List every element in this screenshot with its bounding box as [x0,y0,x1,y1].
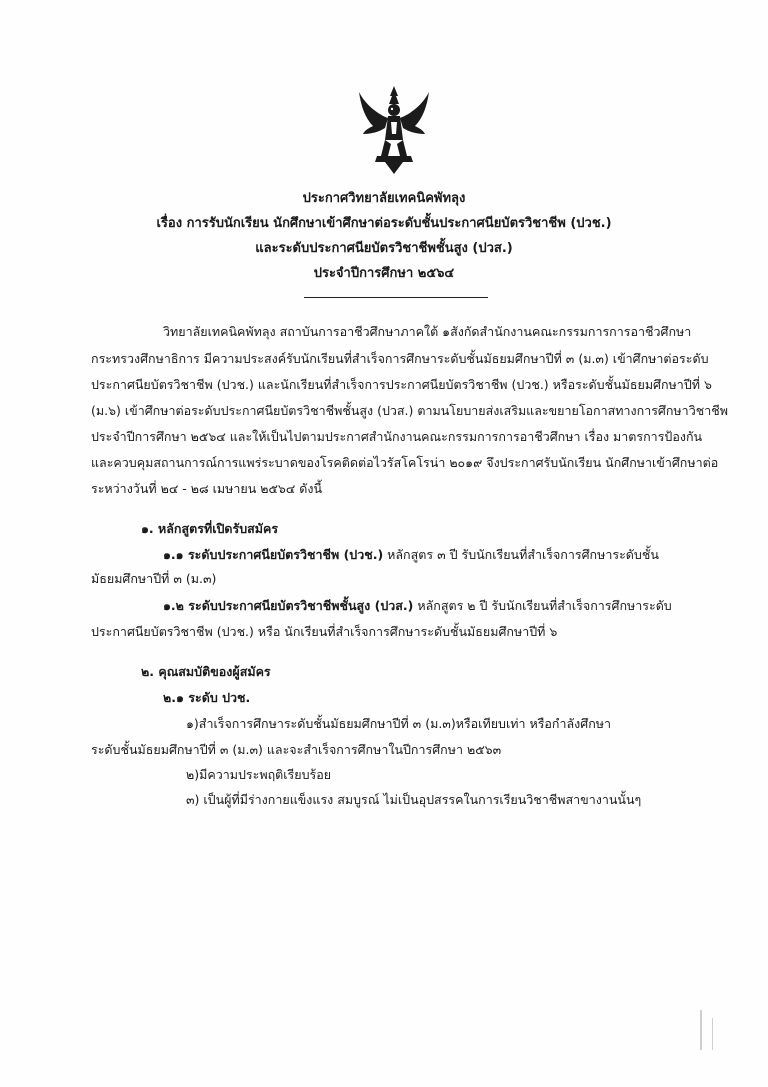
subject-line-1: เรื่อง การรับนักเรียน นักศึกษาเข้าศึกษาต่อระดับชั้นประกาศนียบัตรวิชาชีพ (ปวช.) [156,216,612,231]
requirement-1-cont: ระดับชั้นมัธยมศึกษาปีที่ ๓ (ม.๓) และจะสำเร็จการศึกษาในปีการศึกษา ๒๕๖๓ [91,742,502,757]
item-2-description: หลักสูตร ๒ ปี รับนักเรียนที่สำเร็จการศึกษาระดับ [413,598,672,613]
subject-line-2: และระดับประกาศนียบัตรวิชาชีพชั้นสูง (ปวส.) [255,241,513,256]
garuda-emblem-icon [355,84,433,176]
item-1-description: หลักสูตร ๓ ปี รับนักเรียนที่สำเร็จการศึกษาระดับชั้น [383,547,659,562]
requirement-1: ๑)สำเร็จการศึกษาระดับชั้นมัธยมศึกษาปีที่ ๓ (ม.๓)หรือเทียบเท่า หรือกำลังศึกษา [186,716,612,731]
section-1-item-1-cont: มัธยมศึกษาปีที่ ๓ (ม.๓) [91,571,217,586]
section-1-item-2-cont: ประกาศนียบัตรวิชาชีพ (ปวช.) หรือ นักเรียนที่สำเร็จการศึกษาระดับชั้นมัธยมศึกษาปีที่ ๖ [91,624,558,639]
intro-line-1: วิทยาลัยเทคนิคพัทลุง สถาบันการอาชีวศึกษาภาคใต้ ๑สังกัดสำนักงานคณะกรรมการการอาชีวศึกษา [163,324,692,339]
intro-line-5: ประจำปีการศึกษา ๒๕๖๔ และให้เป็นไปตามประกาศสำนักงานคณะกรรมการการอาชีวศึกษา เรื่อง มาตรการป้องกัน [91,429,703,444]
requirement-3: ๓) เป็นผู้ที่มีร่างกายแข็งแรง สมบูรณ์ ไม่เป็นอุปสรรคในการเรียนวิชาชีพสาขางานนั้นๆ [186,792,642,807]
title-divider [304,297,488,298]
intro-line-3: ประกาศนียบัตรวิชาชีพ (ปวช.) และนักเรียนที่สำเร็จการประกาศนียบัตรวิชาชีพ (ปวช.) หรือระดับชั้นมัธยมศึกษาปีที่ ๖ [91,377,712,392]
intro-line-7: ระหว่างวันที่ ๒๔ - ๒๘ เมษายน ๒๕๖๔ ดังนี้ [91,481,323,496]
section-1-item-1 [163,547,659,563]
scan-artifact [712,1018,713,1050]
intro-line-4: (ม.๖) เข้าศึกษาต่อระดับประกาศนียบัตรวิชาชีพชั้นสูง (ปวส.) ตามนโยบายส่งเสริมและขยายโอกาสทางการศึกษาวิชาชีพ [91,403,728,418]
intro-line-2: กระทรวงศึกษาธิการ มีความประสงค์รับนักเรียนที่สำเร็จการศึกษาระดับชั้นมัธยมศึกษาปีที่ ๓ (ม.๓) เข้าศึกษาต่อระดับ [91,351,709,366]
section-2-heading: ๒. คุณสมบัติของผู้สมัคร [141,664,271,679]
item-1-level: ๑.๑ ระดับประกาศนียบัตรวิชาชีพ (ปวช.) [163,547,384,562]
requirement-2: ๒)มีความประพฤติเรียบร้อย [186,767,332,782]
section-1-heading: ๑. หลักสูตรที่เปิดรับสมัคร [141,521,279,536]
item-2-level: ๑.๒ ระดับประกาศนียบัตรวิชาชีพชั้นสูง (ปวส.) [163,598,414,613]
intro-line-6: และควบคุมสถานการณ์การแพร่ระบาดของโรคติดต่อไวรัสโคโรน่า ๒๐๑๙ จึงประกาศรับนักเรียน นักศึกษาเข้าศึกษาต่อ [91,455,719,470]
scan-artifact [700,1010,702,1050]
academic-year: ประจำปีการศึกษา ๒๕๖๔ [313,266,455,281]
section-1-item-2 [163,598,672,614]
section-2-sub-heading: ๒.๑ ระดับ ปวช. [163,690,251,705]
announcement-title: ประกาศวิทยาลัยเทคนิคพัทลุง [302,191,466,206]
